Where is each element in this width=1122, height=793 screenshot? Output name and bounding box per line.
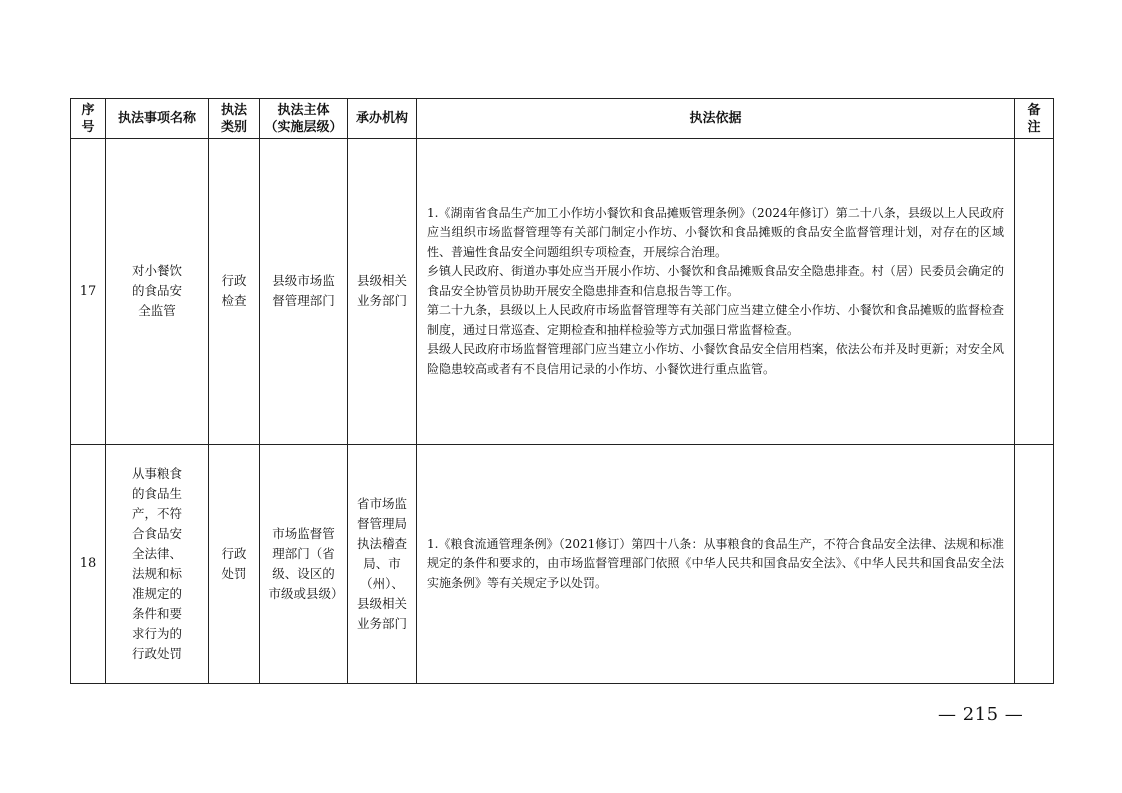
row-subject: 市场监督管理部门（省级、设区的市级或县级）	[260, 444, 348, 683]
header-subject: 执法主体 （实施层级）	[260, 99, 348, 139]
enforcement-table	[70, 98, 1054, 684]
row-basis	[417, 444, 1015, 683]
header-category: 执法 类别	[209, 99, 260, 139]
row-remark	[1015, 139, 1054, 445]
header-remark: 备 注	[1015, 99, 1054, 139]
row-remark	[1015, 444, 1054, 683]
row-subject: 县级市场监督管理部门	[260, 139, 348, 445]
header-item-name: 执法事项名称	[106, 99, 209, 139]
row-seq: 18	[71, 444, 106, 683]
row-seq: 17	[71, 139, 106, 445]
table-row	[71, 444, 1054, 683]
header-agency: 承办机构	[348, 99, 417, 139]
row-item-name: 对小餐饮的食品安全监管	[106, 139, 209, 445]
basis-paragraph: 县级人民政府市场监督管理部门应当建立小作坊、小餐饮食品安全信用档案，依法公布并及时更新；对安全风险隐患较高或者有不良信用记录的小作坊、小餐饮进行重点监管。	[427, 342, 1004, 376]
table-header-row	[71, 99, 1054, 139]
row-agency: 县级相关业务部门	[348, 139, 417, 445]
row-basis	[417, 139, 1015, 445]
basis-paragraph: 第二十九条，县级以上人民政府市场监督管理等有关部门应当建立健全小作坊、小餐饮和食品摊贩的监督检查制度，通过日常巡查、定期检查和抽样检验等方式加强日常监督检查。	[427, 303, 1004, 337]
basis-paragraph: 1.《湖南省食品生产加工小作坊小餐饮和食品摊贩管理条例》（2024年修订）第二十八条，县级以上人民政府应当组织市场监督管理等有关部门制定小作坊、小餐饮和食品摊贩的食品安全监督管理计划，对存在的区域性、普遍性食品安全问题组织专项检查，开展综合治理。	[427, 205, 1004, 259]
page-number: — 215 —	[938, 704, 1024, 725]
header-basis: 执法依据	[417, 99, 1015, 139]
row-item-name: 从事粮食的食品生产，不符合食品安全法律、法规和标准规定的条件和要求行为的行政处罚	[106, 444, 209, 683]
basis-paragraph: 乡镇人民政府、街道办事处应当开展小作坊、小餐饮和食品摊贩食品安全隐患排查。村（居）民委员会确定的食品安全协管员协助开展安全隐患排查和信息报告等工作。	[427, 264, 1004, 298]
row-category: 行政处罚	[209, 444, 260, 683]
row-category: 行政检查	[209, 139, 260, 445]
row-agency: 省市场监督管理局执法稽查局、市（州）、县级相关业务部门	[348, 444, 417, 683]
table-row	[71, 139, 1054, 445]
basis-paragraph: 1.《粮食流通管理条例》（2021修订）第四十八条：从事粮食的食品生产，不符合食品安全法律、法规和标准规定的条件和要求的，由市场监督管理部门依照《中华人民共和国食品安全法》、《中华人民共和国食品安全法实施条例》等有关规定予以处罚。	[427, 536, 1004, 590]
header-seq: 序 号	[71, 99, 106, 139]
